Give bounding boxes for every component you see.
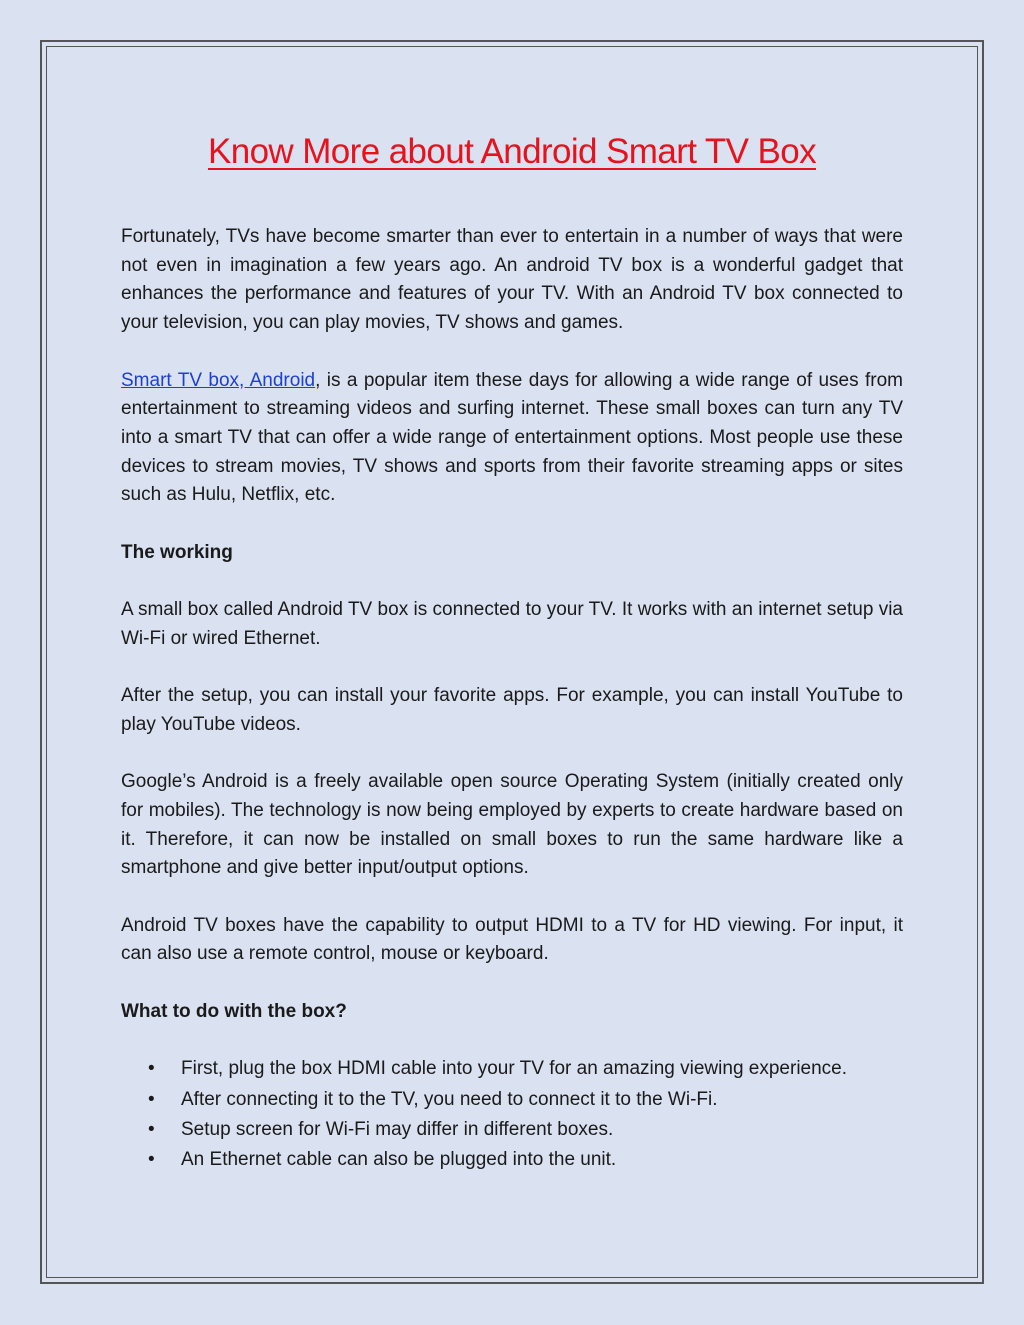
list-item-text: Setup screen for Wi-Fi may differ in different boxes. bbox=[181, 1118, 614, 1140]
document-body bbox=[121, 223, 903, 1176]
paragraph-connection: A small box called Android TV box is connected to your TV. It works with an internet setup via Wi-Fi or wired Ethernet. bbox=[121, 599, 903, 649]
paragraph-smart-tv-box bbox=[121, 367, 903, 511]
heading-the-working: The working bbox=[121, 541, 233, 563]
smart-tv-box-link[interactable]: Smart TV box, Android bbox=[121, 369, 316, 391]
document-title bbox=[0, 128, 1024, 176]
list-item-text: First, plug the box HDMI cable into your TV for an amazing viewing experience. bbox=[181, 1058, 848, 1080]
paragraph-android-os: Google’s Android is a freely available open source Operating System (initially created only for mobiles). The technology is now being employed by experts to create hardware based on it. Therefore, it can now be installed on small boxes to run the same hardware like a smartphone and give better input/output options. bbox=[121, 771, 903, 879]
list-item bbox=[148, 1116, 903, 1145]
document-title-text: Know More about Android Smart TV Box bbox=[207, 132, 817, 171]
paragraph-apps: After the setup, you can install your favorite apps. For example, you can install YouTube to play YouTube videos. bbox=[121, 685, 903, 735]
paragraph-hdmi: Android TV boxes have the capability to output HDMI to a TV for HD viewing. For input, it can also use a remote control, mouse or keyboard. bbox=[121, 914, 903, 965]
bullet-icon: • bbox=[148, 1149, 155, 1171]
paragraph-smart-tv-box-text: , is a popular item these days for allowing a wide range of uses from entertainment to streaming videos and surfing internet. These small boxes can turn any TV into a smart TV that can offer a wide range of entertainment options. Most people use these devices to stream movies, TV shows and sports from their favorite streaming apps or sites such as Hulu, Netflix, etc. bbox=[121, 369, 903, 506]
list-item bbox=[148, 1086, 903, 1115]
list-item bbox=[148, 1146, 903, 1175]
list-item bbox=[148, 1055, 903, 1084]
bullet-icon: • bbox=[148, 1058, 155, 1080]
steps-list bbox=[121, 1055, 903, 1175]
list-item-text: After connecting it to the TV, you need to connect it to the Wi-Fi. bbox=[181, 1088, 718, 1110]
list-item-text: An Ethernet cable can also be plugged into the unit. bbox=[181, 1149, 617, 1171]
bullet-icon: • bbox=[148, 1088, 155, 1110]
heading-what-to-do: What to do with the box? bbox=[121, 1000, 347, 1022]
paragraph-intro: Fortunately, TVs have become smarter than ever to entertain in a number of ways that were not even in imagination a few years ago. An android TV box is a wonderful gadget that enhances the performance and features of your TV. With an Android TV box connected to your television, you can play movies, TV shows and games. bbox=[121, 226, 903, 334]
bullet-icon: • bbox=[148, 1118, 155, 1140]
